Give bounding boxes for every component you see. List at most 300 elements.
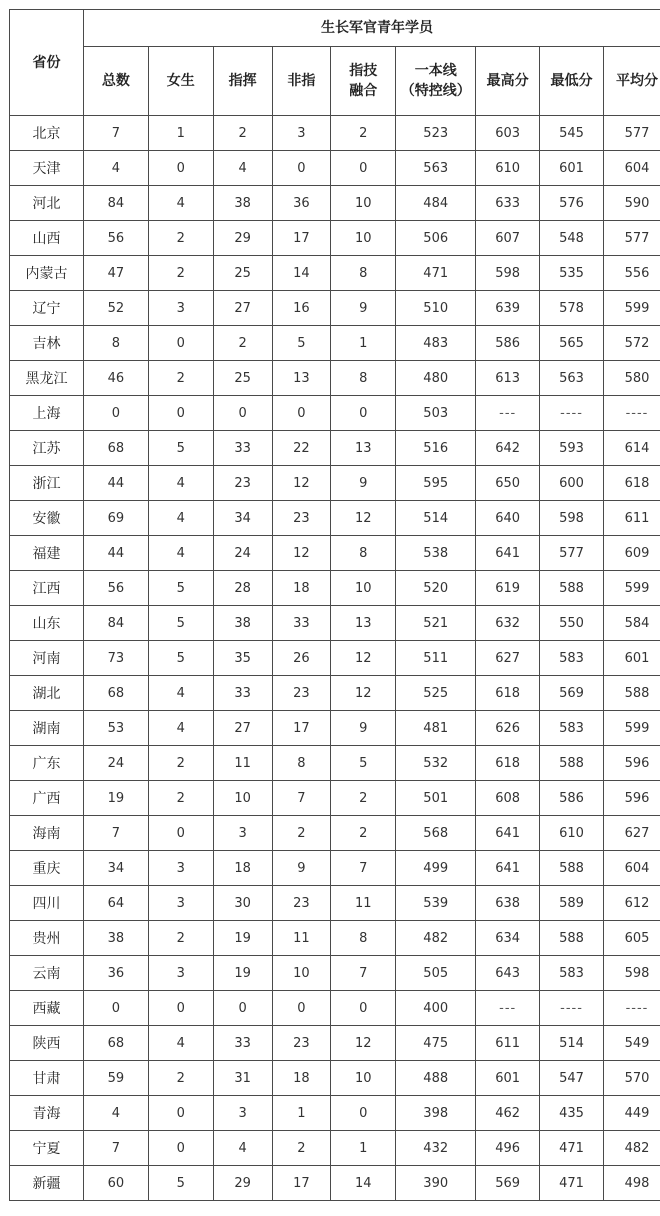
value-cell: 3 xyxy=(272,116,331,151)
value-cell: 73 xyxy=(83,641,148,676)
total-header: 总数 xyxy=(83,47,148,116)
value-cell: 4 xyxy=(83,1096,148,1131)
value-cell: 643 xyxy=(476,956,540,991)
value-cell: 0 xyxy=(148,151,213,186)
province-cell: 云南 xyxy=(10,956,84,991)
value-cell: 68 xyxy=(83,1026,148,1061)
value-cell: 488 xyxy=(396,1061,476,1096)
value-cell: 5 xyxy=(148,571,213,606)
value-cell: 35 xyxy=(213,641,272,676)
value-cell: 0 xyxy=(272,991,331,1026)
value-cell: 4 xyxy=(148,501,213,536)
value-cell: 29 xyxy=(213,221,272,256)
value-cell: 27 xyxy=(213,711,272,746)
value-cell: 601 xyxy=(540,151,604,186)
value-cell: ---- xyxy=(540,396,604,431)
value-cell: 11 xyxy=(331,886,396,921)
value-cell: 34 xyxy=(213,501,272,536)
value-cell: 568 xyxy=(396,816,476,851)
value-cell: 2 xyxy=(148,1061,213,1096)
value-cell: 449 xyxy=(603,1096,660,1131)
province-cell: 重庆 xyxy=(10,851,84,886)
value-cell: 38 xyxy=(213,186,272,221)
value-cell: 9 xyxy=(272,851,331,886)
table-row xyxy=(10,956,660,991)
value-cell: 4 xyxy=(148,676,213,711)
value-cell: 535 xyxy=(540,256,604,291)
value-cell: 633 xyxy=(476,186,540,221)
value-cell: 482 xyxy=(396,921,476,956)
value-cell: 5 xyxy=(148,431,213,466)
value-cell: 25 xyxy=(213,256,272,291)
value-cell: 600 xyxy=(540,466,604,501)
value-cell: 19 xyxy=(213,956,272,991)
value-cell: 7 xyxy=(331,956,396,991)
value-cell: 7 xyxy=(272,781,331,816)
value-cell: 33 xyxy=(272,606,331,641)
table-row xyxy=(10,676,660,711)
table-row xyxy=(10,186,660,221)
table-row xyxy=(10,361,660,396)
value-cell: 563 xyxy=(540,361,604,396)
value-cell: 0 xyxy=(213,991,272,1026)
value-cell: 550 xyxy=(540,606,604,641)
value-cell: 56 xyxy=(83,571,148,606)
first-tier-line-header: 一本线 （特控线） xyxy=(396,47,476,116)
value-cell: 471 xyxy=(396,256,476,291)
value-cell: 38 xyxy=(83,921,148,956)
value-cell: 33 xyxy=(213,431,272,466)
value-cell: 84 xyxy=(83,606,148,641)
province-cell: 新疆 xyxy=(10,1166,84,1201)
table-row xyxy=(10,291,660,326)
value-cell: 570 xyxy=(603,1061,660,1096)
value-cell: 1 xyxy=(148,116,213,151)
table-row xyxy=(10,571,660,606)
table-row xyxy=(10,1096,660,1131)
value-cell: 4 xyxy=(148,466,213,501)
table-row xyxy=(10,221,660,256)
value-cell: 10 xyxy=(331,221,396,256)
province-cell: 湖南 xyxy=(10,711,84,746)
value-cell: --- xyxy=(476,396,540,431)
value-cell: 596 xyxy=(603,781,660,816)
value-cell: 501 xyxy=(396,781,476,816)
value-cell: 17 xyxy=(272,711,331,746)
table-row xyxy=(10,1131,660,1166)
value-cell: 588 xyxy=(540,921,604,956)
value-cell: 0 xyxy=(331,1096,396,1131)
value-cell: 9 xyxy=(331,711,396,746)
value-cell: 610 xyxy=(476,151,540,186)
value-cell: 8 xyxy=(331,256,396,291)
lowest-score-header: 最低分 xyxy=(540,47,604,116)
value-cell: 576 xyxy=(540,186,604,221)
value-cell: 18 xyxy=(213,851,272,886)
value-cell: 601 xyxy=(603,641,660,676)
value-cell: 593 xyxy=(540,431,604,466)
value-cell: 590 xyxy=(603,186,660,221)
province-cell: 海南 xyxy=(10,816,84,851)
value-cell: 496 xyxy=(476,1131,540,1166)
value-cell: 9 xyxy=(331,466,396,501)
value-cell: 10 xyxy=(272,956,331,991)
value-cell: 626 xyxy=(476,711,540,746)
value-cell: 11 xyxy=(272,921,331,956)
value-cell: 33 xyxy=(213,676,272,711)
value-cell: 23 xyxy=(272,676,331,711)
header-row-top xyxy=(10,10,660,47)
value-cell: 2 xyxy=(148,921,213,956)
value-cell: 609 xyxy=(603,536,660,571)
value-cell: 618 xyxy=(603,466,660,501)
province-cell: 广东 xyxy=(10,746,84,781)
value-cell: 2 xyxy=(331,116,396,151)
province-cell: 吉林 xyxy=(10,326,84,361)
table-row xyxy=(10,151,660,186)
value-cell: 69 xyxy=(83,501,148,536)
province-cell: 天津 xyxy=(10,151,84,186)
value-cell: 601 xyxy=(476,1061,540,1096)
province-cell: 四川 xyxy=(10,886,84,921)
province-cell: 甘肃 xyxy=(10,1061,84,1096)
table-row xyxy=(10,256,660,291)
province-cell: 上海 xyxy=(10,396,84,431)
value-cell: 638 xyxy=(476,886,540,921)
value-cell: 586 xyxy=(476,326,540,361)
value-cell: 13 xyxy=(331,606,396,641)
value-cell: 642 xyxy=(476,431,540,466)
value-cell: 60 xyxy=(83,1166,148,1201)
table-row xyxy=(10,781,660,816)
value-cell: 471 xyxy=(540,1131,604,1166)
value-cell: ---- xyxy=(540,991,604,1026)
value-cell: 0 xyxy=(148,1096,213,1131)
table-row xyxy=(10,1061,660,1096)
province-cell: 福建 xyxy=(10,536,84,571)
value-cell: 521 xyxy=(396,606,476,641)
value-cell: 2 xyxy=(148,256,213,291)
value-cell: 532 xyxy=(396,746,476,781)
value-cell: 47 xyxy=(83,256,148,291)
value-cell: 577 xyxy=(603,221,660,256)
table-row xyxy=(10,536,660,571)
table-row xyxy=(10,886,660,921)
table-row xyxy=(10,431,660,466)
value-cell: 0 xyxy=(83,396,148,431)
value-cell: 13 xyxy=(272,361,331,396)
province-cell: 广西 xyxy=(10,781,84,816)
value-cell: 525 xyxy=(396,676,476,711)
value-cell: 4 xyxy=(148,1026,213,1061)
value-cell: 398 xyxy=(396,1096,476,1131)
table-row xyxy=(10,116,660,151)
value-cell: 484 xyxy=(396,186,476,221)
value-cell: 640 xyxy=(476,501,540,536)
value-cell: 28 xyxy=(213,571,272,606)
value-cell: 578 xyxy=(540,291,604,326)
value-cell: 556 xyxy=(603,256,660,291)
value-cell: 599 xyxy=(603,571,660,606)
value-cell: --- xyxy=(476,991,540,1026)
value-cell: 12 xyxy=(331,1026,396,1061)
value-cell: 11 xyxy=(213,746,272,781)
value-cell: 641 xyxy=(476,851,540,886)
value-cell: 2 xyxy=(213,116,272,151)
value-cell: 12 xyxy=(331,676,396,711)
value-cell: 2 xyxy=(213,326,272,361)
value-cell: 563 xyxy=(396,151,476,186)
value-cell: 565 xyxy=(540,326,604,361)
value-cell: 17 xyxy=(272,1166,331,1201)
value-cell: 10 xyxy=(331,1061,396,1096)
value-cell: 639 xyxy=(476,291,540,326)
value-cell: 27 xyxy=(213,291,272,326)
value-cell: 471 xyxy=(540,1166,604,1201)
value-cell: 498 xyxy=(603,1166,660,1201)
value-cell: 0 xyxy=(272,151,331,186)
value-cell: 503 xyxy=(396,396,476,431)
value-cell: 569 xyxy=(540,676,604,711)
province-cell: 辽宁 xyxy=(10,291,84,326)
value-cell: 510 xyxy=(396,291,476,326)
value-cell: 475 xyxy=(396,1026,476,1061)
value-cell: 8 xyxy=(331,361,396,396)
table-row xyxy=(10,641,660,676)
value-cell: 598 xyxy=(540,501,604,536)
value-cell: 611 xyxy=(476,1026,540,1061)
value-cell: 1 xyxy=(331,1131,396,1166)
table-row xyxy=(10,816,660,851)
table-row xyxy=(10,396,660,431)
value-cell: 3 xyxy=(148,851,213,886)
value-cell: 580 xyxy=(603,361,660,396)
value-cell: 599 xyxy=(603,291,660,326)
value-cell: 4 xyxy=(83,151,148,186)
province-cell: 山东 xyxy=(10,606,84,641)
table-row xyxy=(10,991,660,1026)
value-cell: 56 xyxy=(83,221,148,256)
table-row xyxy=(10,851,660,886)
value-cell: 0 xyxy=(148,396,213,431)
value-cell: 24 xyxy=(83,746,148,781)
value-cell: 480 xyxy=(396,361,476,396)
value-cell: 588 xyxy=(540,746,604,781)
province-cell: 浙江 xyxy=(10,466,84,501)
value-cell: 17 xyxy=(272,221,331,256)
value-cell: 8 xyxy=(272,746,331,781)
average-score-header: 平均分 xyxy=(603,47,660,116)
value-cell: 572 xyxy=(603,326,660,361)
value-cell: 483 xyxy=(396,326,476,361)
value-cell: 8 xyxy=(83,326,148,361)
value-cell: 548 xyxy=(540,221,604,256)
value-cell: 36 xyxy=(272,186,331,221)
table-row xyxy=(10,1166,660,1201)
value-cell: 612 xyxy=(603,886,660,921)
value-cell: 499 xyxy=(396,851,476,886)
value-cell: 7 xyxy=(83,1131,148,1166)
province-cell: 黑龙江 xyxy=(10,361,84,396)
province-cell: 北京 xyxy=(10,116,84,151)
value-cell: 599 xyxy=(603,711,660,746)
value-cell: ---- xyxy=(603,396,660,431)
value-cell: 12 xyxy=(331,641,396,676)
value-cell: 5 xyxy=(148,641,213,676)
value-cell: 577 xyxy=(540,536,604,571)
table-row xyxy=(10,326,660,361)
value-cell: 8 xyxy=(331,536,396,571)
value-cell: 588 xyxy=(603,676,660,711)
value-cell: 516 xyxy=(396,431,476,466)
value-cell: 595 xyxy=(396,466,476,501)
value-cell: 24 xyxy=(213,536,272,571)
value-cell: 14 xyxy=(331,1166,396,1201)
value-cell: 4 xyxy=(213,151,272,186)
province-cell: 陕西 xyxy=(10,1026,84,1061)
province-cell: 青海 xyxy=(10,1096,84,1131)
province-cell: 西藏 xyxy=(10,991,84,1026)
admission-score-table xyxy=(9,9,660,1201)
value-cell: 2 xyxy=(148,746,213,781)
value-cell: 619 xyxy=(476,571,540,606)
province-cell: 安徽 xyxy=(10,501,84,536)
value-cell: 627 xyxy=(603,816,660,851)
highest-score-header: 最高分 xyxy=(476,47,540,116)
province-header: 省份 xyxy=(10,10,84,116)
value-cell: 0 xyxy=(83,991,148,1026)
value-cell: 2 xyxy=(272,1131,331,1166)
value-cell: 5 xyxy=(331,746,396,781)
value-cell: 603 xyxy=(476,116,540,151)
value-cell: 14 xyxy=(272,256,331,291)
table-row xyxy=(10,606,660,641)
value-cell: 604 xyxy=(603,151,660,186)
value-cell: 31 xyxy=(213,1061,272,1096)
value-cell: 598 xyxy=(603,956,660,991)
value-cell: 3 xyxy=(148,291,213,326)
value-cell: 46 xyxy=(83,361,148,396)
command-tech-header: 指技 融合 xyxy=(331,47,396,116)
value-cell: 607 xyxy=(476,221,540,256)
value-cell: 596 xyxy=(603,746,660,781)
table-row xyxy=(10,1026,660,1061)
value-cell: 650 xyxy=(476,466,540,501)
value-cell: 10 xyxy=(331,186,396,221)
value-cell: 33 xyxy=(213,1026,272,1061)
value-cell: 19 xyxy=(83,781,148,816)
value-cell: 64 xyxy=(83,886,148,921)
value-cell: 23 xyxy=(272,501,331,536)
value-cell: 390 xyxy=(396,1166,476,1201)
province-cell: 宁夏 xyxy=(10,1131,84,1166)
value-cell: 53 xyxy=(83,711,148,746)
province-cell: 江苏 xyxy=(10,431,84,466)
header-row-columns xyxy=(10,47,660,116)
value-cell: 588 xyxy=(540,851,604,886)
value-cell: 618 xyxy=(476,676,540,711)
value-cell: 1 xyxy=(272,1096,331,1131)
value-cell: 589 xyxy=(540,886,604,921)
value-cell: 2 xyxy=(148,361,213,396)
value-cell: 4 xyxy=(148,186,213,221)
value-cell: 25 xyxy=(213,361,272,396)
female-header: 女生 xyxy=(148,47,213,116)
value-cell: 8 xyxy=(331,921,396,956)
command-header: 指挥 xyxy=(213,47,272,116)
value-cell: 36 xyxy=(83,956,148,991)
value-cell: 610 xyxy=(540,816,604,851)
value-cell: 482 xyxy=(603,1131,660,1166)
value-cell: 34 xyxy=(83,851,148,886)
value-cell: 0 xyxy=(148,326,213,361)
value-cell: 29 xyxy=(213,1166,272,1201)
value-cell: 608 xyxy=(476,781,540,816)
value-cell: 432 xyxy=(396,1131,476,1166)
value-cell: 12 xyxy=(331,501,396,536)
value-cell: 577 xyxy=(603,116,660,151)
value-cell: 16 xyxy=(272,291,331,326)
value-cell: 59 xyxy=(83,1061,148,1096)
value-cell: 614 xyxy=(603,431,660,466)
value-cell: 632 xyxy=(476,606,540,641)
value-cell: 549 xyxy=(603,1026,660,1061)
value-cell: 5 xyxy=(148,1166,213,1201)
province-cell: 江西 xyxy=(10,571,84,606)
value-cell: 588 xyxy=(540,571,604,606)
value-cell: 538 xyxy=(396,536,476,571)
value-cell: 605 xyxy=(603,921,660,956)
value-cell: 10 xyxy=(331,571,396,606)
value-cell: 13 xyxy=(331,431,396,466)
value-cell: 586 xyxy=(540,781,604,816)
value-cell: 5 xyxy=(272,326,331,361)
value-cell: 23 xyxy=(272,1026,331,1061)
value-cell: 520 xyxy=(396,571,476,606)
group-header: 生长军官青年学员 xyxy=(83,10,660,47)
value-cell: 505 xyxy=(396,956,476,991)
table-row xyxy=(10,921,660,956)
value-cell: 9 xyxy=(331,291,396,326)
value-cell: 44 xyxy=(83,536,148,571)
value-cell: 44 xyxy=(83,466,148,501)
value-cell: 7 xyxy=(83,816,148,851)
value-cell: 545 xyxy=(540,116,604,151)
value-cell: 3 xyxy=(213,1096,272,1131)
value-cell: 22 xyxy=(272,431,331,466)
value-cell: 68 xyxy=(83,676,148,711)
value-cell: 12 xyxy=(272,466,331,501)
value-cell: 583 xyxy=(540,711,604,746)
table-row xyxy=(10,711,660,746)
value-cell: 18 xyxy=(272,1061,331,1096)
non-command-header: 非指 xyxy=(272,47,331,116)
value-cell: 2 xyxy=(148,221,213,256)
value-cell: 435 xyxy=(540,1096,604,1131)
value-cell: 7 xyxy=(83,116,148,151)
value-cell: 38 xyxy=(213,606,272,641)
value-cell: 3 xyxy=(213,816,272,851)
value-cell: 613 xyxy=(476,361,540,396)
value-cell: 627 xyxy=(476,641,540,676)
value-cell: 604 xyxy=(603,851,660,886)
table-row xyxy=(10,466,660,501)
value-cell: 19 xyxy=(213,921,272,956)
value-cell: 68 xyxy=(83,431,148,466)
value-cell: 2 xyxy=(331,781,396,816)
value-cell: 7 xyxy=(331,851,396,886)
value-cell: 514 xyxy=(396,501,476,536)
